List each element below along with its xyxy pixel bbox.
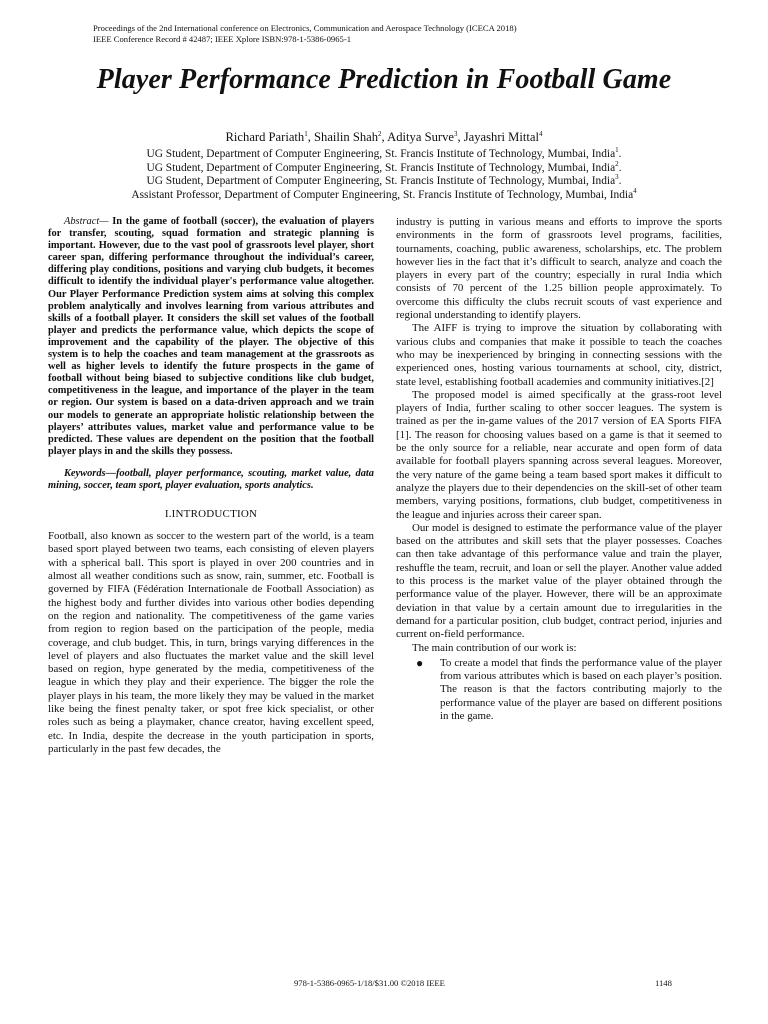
- keywords: [48, 468, 374, 492]
- affiliation-line: UG Student, Department of Computer Engineering, St. Francis Institute of Technology, Mumbai, India$^1$.: [146, 146, 622, 160]
- author-name: Shailin Shah: [314, 130, 379, 144]
- paper-title: Player Performance Prediction in Football Game: [96, 64, 672, 95]
- body-paragraph: The AIFF is trying to improve the situation by collaborating with various clubs and companies that make it possible to teach the coaches who may be inexperienced by bringing in connecting sessions with the experienced ones, hosting various tournaments at school, city, district, state level, establishing football academies and community initiatives.[2]: [396, 322, 722, 388]
- right-column: [396, 216, 722, 723]
- bullet-icon: ●: [416, 655, 424, 670]
- left-column: [48, 216, 374, 756]
- author-sup: 2: [378, 129, 382, 138]
- author-name: Aditya Surve: [387, 130, 454, 144]
- author-list: Richard Pariath$^1$, Shailin Shah$^2$, Aditya Surve$^3$, Jayashri Mittal$^4$: [225, 129, 543, 144]
- list-item: [396, 657, 722, 723]
- conference-header-line2: IEEE Conference Record # 42487; IEEE Xplore ISBN:978-1-5386-0965-1: [93, 34, 351, 44]
- author-name: Richard Pariath: [225, 130, 305, 144]
- keywords-text: football, player performance, scouting, market value, data mining, soccer, team sport, player evaluation, sports analytics.: [48, 467, 374, 491]
- list-item-text: To create a model that finds the performance value of the player from various attributes which is based on each player’s position. The reason is that the factors contributing majorly to the performance value of the player are based on different positions in the game.: [440, 656, 722, 722]
- body-paragraph: The proposed model is aimed specifically at the grass-root level players of India, further scaling to other soccer leagues. The system is trained as per the in-game values of the 2017 version of EA Sports FIFA [1]. The reason for choosing values based on a game is that it seemed to be the only source for a reliable, near accurate and open form of data available for football players spanning across several leagues. Moreover, the very nature of the game being a team based sport makes it difficult to analyze the players due to their dependencies on the skill-set of other team members, varying positions, formations, club budget, competitiveness in the league and injuries across their career span.: [396, 388, 722, 521]
- page-number: 1148: [655, 978, 672, 988]
- author-sup: 3: [453, 129, 458, 138]
- conference-header: [93, 23, 693, 45]
- conference-header-line1: Proceedings of the 2nd International conference on Electronics, Communication and Aerospace Technology (ICECA 2018): [93, 23, 517, 33]
- body-paragraph: The main contribution of our work is:: [412, 641, 577, 654]
- affiliation-list: [0, 148, 768, 202]
- abstract: [48, 216, 374, 458]
- abstract-lead: Abstract—: [64, 216, 109, 227]
- body-paragraph: Our model is designed to estimate the performance value of the player based on the attributes and skill sets that the player possesses. Coaches can then take advantage of this performance value and train the player, reshuffle the team, recruit, and loan or sell the player. Another value added to this process is the market value of the player obtained through the performance value of the player. However, there will be an approximate deviation in that value by a certain amount due to irregularities in the demand for a particular position, club budget, contract period, injuries and current on-field performance.: [396, 521, 722, 641]
- intro-paragraph: Football, also known as soccer to the western part of the world, is a team based sport played between two teams, each consisting of eleven players with a spherical ball. This sport is played in over 200 countries and in almost all weather conditions such as snow, rain, summer, etc. Football is governed by FIFA (Fédération Internationale de Football Association) as the highest body and further divides into various other bodies depending on the region and nationality. The competitiveness of the game varies from region to region based on the participation of the people, media coverage, and club budget. This, in turn, brings varying differences in the level of players and also fluctuates the market value and the skill level based on region, hype generated by the media, competitiveness of the league in which they play and their experience. The bigger the role the player plays in his team, the more likely they may be valued in the market like being the finest penalty taker, or spot free kick specialist, or other roles such as being a playmaker, chance creator, having excellent speed, etc. In India, despite the decrease in the youth participation in sports, particularly in the past few decades, the: [48, 530, 374, 755]
- affiliation-line: Assistant Professor, Department of Computer Engineering, St. Francis Institute of Technology, Mumbai, India$^4$: [131, 186, 637, 201]
- contribution-list: [396, 657, 722, 723]
- author-sup: 4: [538, 129, 543, 138]
- author-sup: 1: [304, 129, 308, 138]
- affiliation-line: UG Student, Department of Computer Engineering, St. Francis Institute of Technology, Mumbai, India$^2$.: [146, 159, 622, 174]
- affiliation-line: UG Student, Department of Computer Engineering, St. Francis Institute of Technology, Mumbai, India$^3$.: [146, 173, 622, 188]
- keywords-lead: Keywords—: [64, 467, 116, 479]
- author-name: Jayashri Mittal: [463, 130, 539, 144]
- abstract-text: In the game of football (soccer), the evaluation of players for transfer, scouting, squad formation and strategic planning is important. However, due to the vast pool of grassroots level player, short career span, differing performance throughout the individual’s career, differing play conditions, positions and varying club budgets, it becomes difficult to identify the individual player's performance value altogether. Our Player Performance Prediction system aims at solving this complex problem analytically and involves learning from various attributes and skills of a football player. It considers the skill set values of the football player and predicts the performance value, which depicts the scope of improvement and the capability of the player. The objective of this system is to help the coaches and team management at the grassroots as well as higher levels to identify the future prospects in the game of football without being biased to subjective conditions like club budget, competitiveness in the league, and importance of the player in the team or region. Our system is based on a data-driven approach and we train our models to generate an appropriate holistic relationship between the players’ attributes values, market value and performance value to be predicted. These values are dependent on the position that the football player plays in and the skills they possess.: [48, 216, 374, 457]
- copyright-line: 978-1-5386-0965-1/18/$31.00 ©2018 IEEE: [294, 978, 445, 988]
- body-paragraph: industry is putting in various means and efforts to improve the sports environments in the form of grassroots level programs, facilities, tournaments, coaching, public awareness, scholarships, etc. The problem however lies in the fact that it’s difficult to search, analyze and coach the players in every part of the country; especially in rural India which consists of 70 percent of the 1.25 billion people approximately. To overcome this difficulty the clubs recruit scouts of vast experience and regional understanding to identify players.: [396, 216, 722, 322]
- section-heading-introduction: I.INTRODUCTION: [164, 508, 258, 521]
